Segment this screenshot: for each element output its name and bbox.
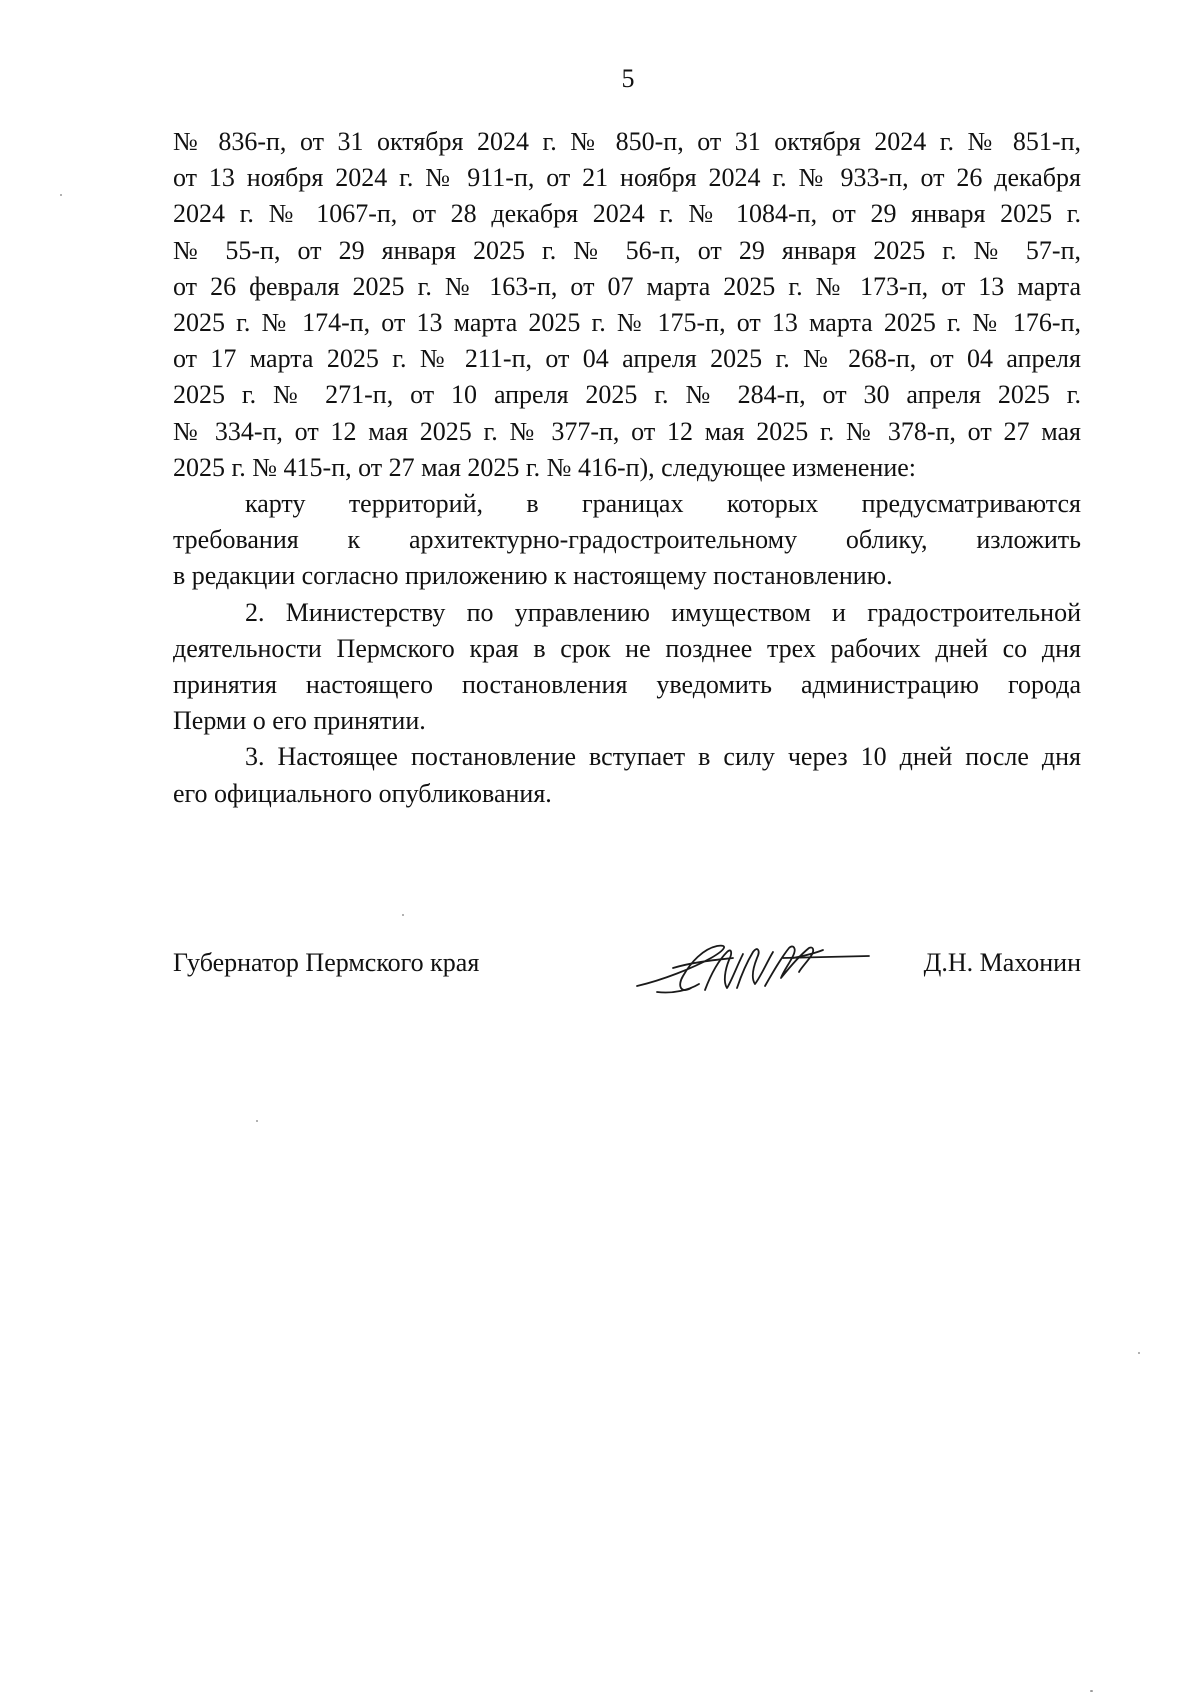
document-body xyxy=(173,124,1081,812)
text-line: № 334-п, от 12 мая 2025 г. № 377-п, от 12 мая 2025 г. № 378-п, от 27 мая xyxy=(173,416,1081,446)
signatory-name: Д.Н. Махонин xyxy=(923,948,1081,977)
text-line: Перми о его принятии. xyxy=(173,706,426,736)
text-line: принятия настоящего постановления уведомить администрацию города xyxy=(173,670,1081,700)
text-line: от 26 февраля 2025 г. № 163-п, от 07 марта 2025 г. № 173-п, от 13 марта xyxy=(173,271,1081,301)
signature-block xyxy=(173,940,1081,1000)
text-line: его официального опубликования. xyxy=(173,778,552,808)
text-line: в редакции согласно приложению к настоящему постановлению. xyxy=(173,561,893,591)
continuation-paragraph xyxy=(173,124,1081,486)
text-line: 2024 г. № 1067-п, от 28 декабря 2024 г. № 1084-п, от 29 января 2025 г. xyxy=(173,199,1081,229)
text-line: 2. Министерству по управлению имуществом и градостроительной xyxy=(245,597,1081,627)
scan-speck xyxy=(256,1120,258,1122)
text-line: карту территорий, в границах которых предусматриваются xyxy=(245,489,1081,519)
text-line: 2025 г. № 415-п, от 27 мая 2025 г. № 416-п), следующее изменение: xyxy=(173,452,916,482)
signatory-title: Губернатор Пермского края xyxy=(173,948,480,977)
handwritten-signature xyxy=(633,928,873,1008)
scan-speck xyxy=(1090,1690,1093,1692)
text-line: 2025 г. № 271-п, от 10 апреля 2025 г. № 284-п, от 30 апреля 2025 г. xyxy=(173,380,1081,410)
text-line: № 836-п, от 31 октября 2024 г. № 850-п, от 31 октября 2024 г. № 851-п, xyxy=(173,127,1081,156)
text-line: 3. Настоящее постановление вступает в силу через 10 дней после дня xyxy=(245,742,1081,772)
text-line: деятельности Пермского края в срок не позднее трех рабочих дней со дня xyxy=(173,633,1081,663)
scan-speck xyxy=(402,914,404,916)
text-line: требования к архитектурно-градостроительному облику, изложить xyxy=(173,525,1081,555)
scan-speck xyxy=(1138,1352,1140,1354)
text-line: от 13 ноября 2024 г. № 911-п, от 21 ноября 2024 г. № 933-п, от 26 декабря xyxy=(173,163,1081,193)
item-3-paragraph xyxy=(173,739,1081,811)
text-line: от 17 марта 2025 г. № 211-п, от 04 апреля 2025 г. № 268-п, от 04 апреля xyxy=(173,344,1081,374)
item-2-paragraph xyxy=(173,595,1081,740)
scan-speck xyxy=(60,194,62,196)
text-line: № 55-п, от 29 января 2025 г. № 56-п, от 29 января 2025 г. № 57-п, xyxy=(173,235,1081,265)
amendment-paragraph xyxy=(173,486,1081,595)
page-number: 5 xyxy=(621,64,635,93)
text-line: 2025 г. № 174-п, от 13 марта 2025 г. № 175-п, от 13 марта 2025 г. № 176-п, xyxy=(173,308,1081,338)
